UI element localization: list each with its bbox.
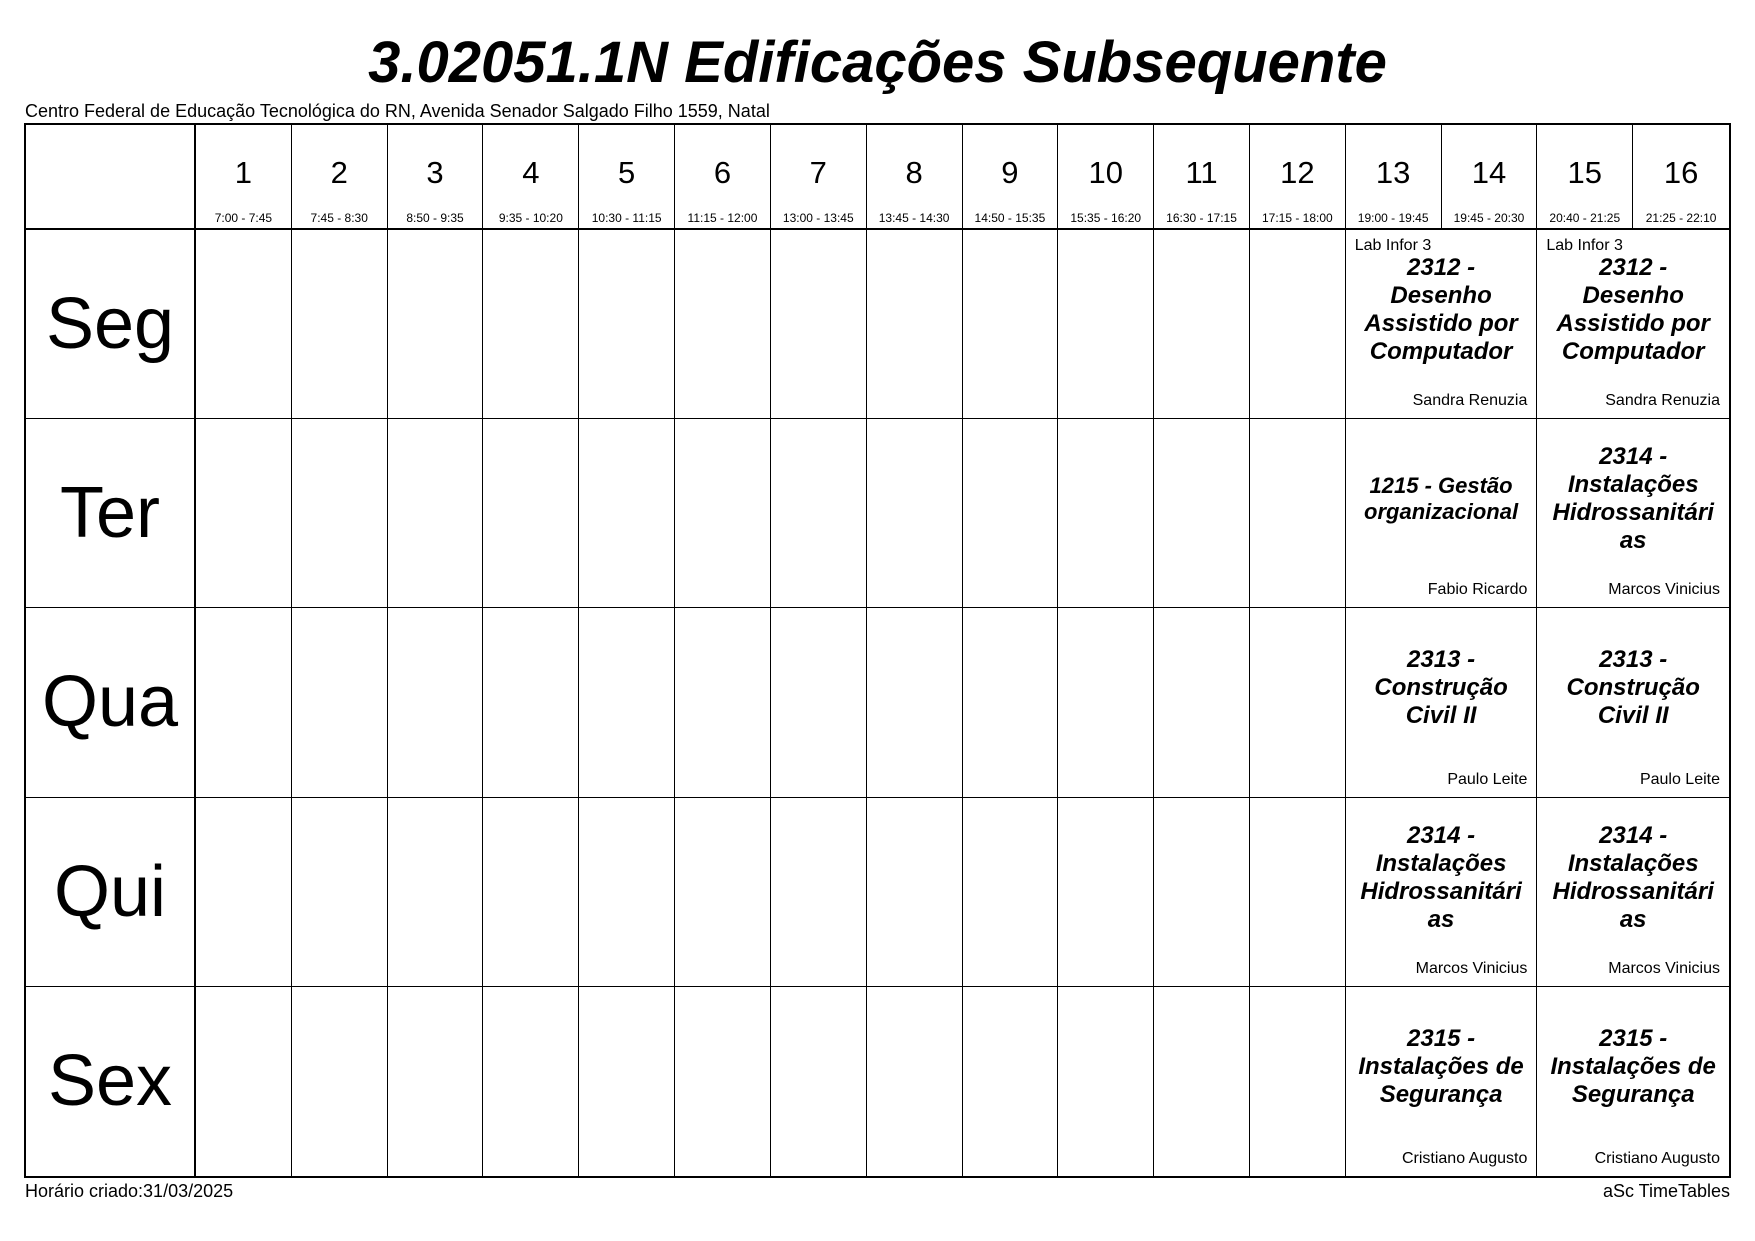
empty-slot xyxy=(579,230,675,419)
lesson-teacher: Marcos Vinicius xyxy=(1608,581,1720,599)
period-time: 10:30 - 11:15 xyxy=(591,211,662,225)
lesson-subject: 2312 - Desenho Assistido por Computador xyxy=(1364,254,1518,366)
school-address: Centro Federal de Educação Tecnológica do RN, Avenida Senador Salgado Filho 1559, Natal xyxy=(25,101,770,121)
lesson-teacher: Fabio Ricardo xyxy=(1427,581,1528,599)
lesson-card[interactable] xyxy=(1537,230,1729,419)
period-number: 6 xyxy=(713,155,732,190)
period-time: 15:35 - 16:20 xyxy=(1070,211,1142,225)
lesson-subject: 2315 - Instalações de Segurança xyxy=(1550,1025,1716,1109)
lesson-room: Lab Infor 3 xyxy=(1354,237,1432,254)
lesson-card[interactable] xyxy=(1346,608,1538,797)
day-label: Qua xyxy=(26,608,196,797)
lesson-subject: 2313 - Construção Civil II xyxy=(1566,646,1700,730)
empty-slot xyxy=(963,987,1059,1176)
page-title: 3.02051.1N Edificações Subsequente xyxy=(368,30,1387,95)
empty-slot xyxy=(1250,987,1346,1176)
period-header xyxy=(675,125,771,230)
period-number: 3 xyxy=(426,155,444,190)
period-number: 8 xyxy=(905,155,923,190)
empty-slot xyxy=(675,230,771,419)
lesson-teacher: Cristiano Augusto xyxy=(1594,1149,1720,1167)
lesson-subject: 1215 - Gestão organizacional xyxy=(1364,473,1519,525)
empty-slot xyxy=(771,419,867,608)
empty-slot xyxy=(1154,798,1250,987)
period-number: 7 xyxy=(809,155,827,190)
period-time: 17:15 - 18:00 xyxy=(1261,211,1333,225)
period-number: 16 xyxy=(1663,155,1699,190)
lesson-teacher: Paulo Leite xyxy=(1639,770,1720,788)
day-label: Seg xyxy=(26,230,196,419)
period-time: 7:00 - 7:45 xyxy=(214,211,273,225)
empty-slot xyxy=(388,798,484,987)
empty-slot xyxy=(292,608,388,797)
empty-slot xyxy=(579,608,675,797)
empty-slot xyxy=(483,987,579,1176)
empty-slot xyxy=(1250,608,1346,797)
period-time: 13:00 - 13:45 xyxy=(782,211,854,225)
lesson-teacher: Marcos Vinicius xyxy=(1415,959,1528,977)
lesson-card[interactable] xyxy=(1346,987,1538,1176)
empty-slot xyxy=(963,230,1059,419)
empty-slot xyxy=(483,798,579,987)
period-number: 10 xyxy=(1088,155,1123,190)
empty-slot xyxy=(771,608,867,797)
period-header xyxy=(867,125,963,230)
empty-slot xyxy=(483,419,579,608)
empty-slot xyxy=(867,230,963,419)
empty-slot xyxy=(867,987,963,1176)
empty-slot xyxy=(963,419,1059,608)
period-header xyxy=(1537,125,1633,230)
lesson-subject: 2312 - Desenho Assistido por Computador xyxy=(1556,254,1710,366)
empty-slot xyxy=(292,987,388,1176)
period-header xyxy=(1250,125,1346,230)
empty-slot xyxy=(1058,798,1154,987)
lesson-teacher: Sandra Renuzia xyxy=(1412,392,1528,410)
empty-slot xyxy=(579,798,675,987)
period-time: 7:45 - 8:30 xyxy=(310,211,368,225)
lesson-card[interactable] xyxy=(1537,608,1729,797)
software-credit: aSc TimeTables xyxy=(1602,1181,1730,1201)
lesson-card[interactable] xyxy=(1537,987,1729,1176)
period-number: 2 xyxy=(330,155,348,190)
empty-slot xyxy=(675,419,771,608)
period-time: 19:00 - 19:45 xyxy=(1357,211,1429,225)
empty-slot xyxy=(1250,419,1346,608)
day-label: Qui xyxy=(26,798,196,987)
lesson-subject: 2314 - Instalações Hidrossanitári as xyxy=(1360,821,1522,933)
empty-slot xyxy=(1058,987,1154,1176)
period-time: 16:30 - 17:15 xyxy=(1166,211,1237,225)
empty-slot xyxy=(196,987,292,1176)
empty-slot xyxy=(771,230,867,419)
period-header xyxy=(1633,125,1729,230)
empty-slot xyxy=(963,798,1059,987)
empty-slot xyxy=(388,608,484,797)
empty-slot xyxy=(388,987,484,1176)
corner-cell xyxy=(26,125,196,230)
empty-slot xyxy=(196,608,292,797)
empty-slot xyxy=(196,419,292,608)
empty-slot xyxy=(579,987,675,1176)
empty-slot xyxy=(1058,230,1154,419)
period-time: 21:25 - 22:10 xyxy=(1645,211,1717,225)
period-header xyxy=(771,125,867,230)
lesson-card[interactable] xyxy=(1537,798,1729,987)
empty-slot xyxy=(579,419,675,608)
period-time: 9:35 - 10:20 xyxy=(498,211,563,225)
lesson-card[interactable] xyxy=(1346,419,1538,608)
period-time: 11:15 - 12:00 xyxy=(687,211,758,225)
empty-slot xyxy=(1058,608,1154,797)
empty-slot xyxy=(1154,608,1250,797)
period-time: 14:50 - 15:35 xyxy=(974,211,1046,225)
empty-slot xyxy=(1058,419,1154,608)
period-header xyxy=(963,125,1059,230)
empty-slot xyxy=(292,230,388,419)
lesson-subject: 2314 - Instalações Hidrossanitári as xyxy=(1552,821,1714,933)
lesson-teacher: Marcos Vinicius xyxy=(1608,959,1720,977)
period-header xyxy=(196,125,292,230)
period-number: 14 xyxy=(1471,155,1507,190)
empty-slot xyxy=(771,798,867,987)
lesson-card[interactable] xyxy=(1537,419,1729,608)
empty-slot xyxy=(292,419,388,608)
empty-slot xyxy=(867,608,963,797)
period-header xyxy=(579,125,675,230)
period-time: 13:45 - 14:30 xyxy=(878,211,950,225)
period-number: 11 xyxy=(1185,155,1218,190)
lesson-teacher: Cristiano Augusto xyxy=(1401,1149,1528,1167)
lesson-card[interactable] xyxy=(1346,230,1538,419)
empty-slot xyxy=(388,419,484,608)
period-number: 9 xyxy=(1001,155,1019,190)
lesson-subject: 2313 - Construção Civil II xyxy=(1374,646,1508,730)
empty-slot xyxy=(867,798,963,987)
lesson-subject: 2314 - Instalações Hidrossanitári as xyxy=(1552,443,1714,555)
lesson-card[interactable] xyxy=(1346,798,1538,987)
lesson-room: Lab Infor 3 xyxy=(1546,237,1623,254)
period-time: 8:50 - 9:35 xyxy=(406,211,464,225)
day-label: Ter xyxy=(26,419,196,608)
empty-slot xyxy=(483,608,579,797)
created-date: Horário criado:31/03/2025 xyxy=(25,1181,234,1201)
period-number: 1 xyxy=(234,155,253,190)
period-time: 19:45 - 20:30 xyxy=(1453,211,1525,225)
empty-slot xyxy=(388,230,484,419)
lesson-teacher: Paulo Leite xyxy=(1447,770,1528,788)
empty-slot xyxy=(1250,798,1346,987)
timetable-grid xyxy=(24,123,1731,1178)
empty-slot xyxy=(675,987,771,1176)
empty-slot xyxy=(1154,230,1250,419)
period-number: 4 xyxy=(522,155,540,190)
period-time: 20:40 - 21:25 xyxy=(1549,211,1621,225)
empty-slot xyxy=(963,608,1059,797)
empty-slot xyxy=(771,987,867,1176)
period-number: 15 xyxy=(1567,155,1603,190)
empty-slot xyxy=(1250,230,1346,419)
period-header xyxy=(388,125,484,230)
empty-slot xyxy=(1154,987,1250,1176)
day-label: Sex xyxy=(26,987,196,1176)
empty-slot xyxy=(1154,419,1250,608)
empty-slot xyxy=(292,798,388,987)
lesson-teacher: Sandra Renuzia xyxy=(1605,392,1720,410)
period-header xyxy=(1442,125,1538,230)
lesson-subject: 2315 - Instalações de Segurança xyxy=(1358,1025,1524,1109)
empty-slot xyxy=(483,230,579,419)
period-header xyxy=(292,125,388,230)
period-number: 13 xyxy=(1375,155,1411,190)
period-header xyxy=(1346,125,1442,230)
period-number: 5 xyxy=(618,155,636,190)
empty-slot xyxy=(675,798,771,987)
empty-slot xyxy=(196,798,292,987)
period-header xyxy=(1058,125,1154,230)
period-number: 12 xyxy=(1280,155,1315,190)
empty-slot xyxy=(196,230,292,419)
period-header xyxy=(1154,125,1250,230)
empty-slot xyxy=(867,419,963,608)
empty-slot xyxy=(675,608,771,797)
period-header xyxy=(483,125,579,230)
